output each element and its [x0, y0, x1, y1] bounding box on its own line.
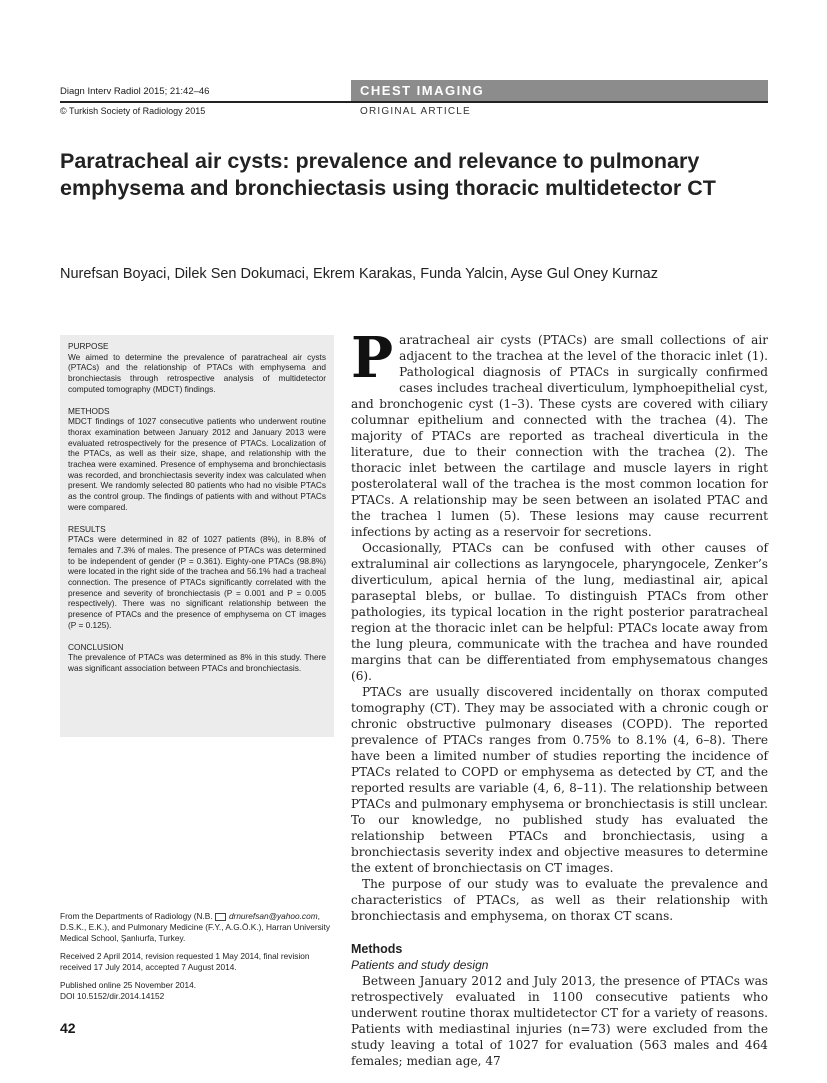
article-title: Paratracheal air cysts: prevalence and relevance to pulmonary emphysema and bronchiectasis using thoracic multidetector CT — [60, 149, 716, 200]
copyright-line: © Turkish Society of Radiology 2015 — [60, 106, 206, 116]
page-number: 42 — [60, 1020, 76, 1036]
paragraph-text: aratracheal air cysts (PTACs) are small collections of air adjacent to the trachea at the level of the thoracic inlet (1). Pathological diagnosis of PTACs in surgically confirmed cases includes tracheal diverticulum, lymphoepithelial cyst, and bronchogenic cyst (1–3). These cysts are covered with ciliary columnar epithelium and connected with the trachea (4). The majority of PTACs are reported as tracheal diverticula in the literature, due to their connection with the trachea (2). The thoracic inlet between the cartilage and muscle layers in right posterolateral wall of the trachea is the most common location for PTACs. A relationship may be seen between an isolated PTAC and the trachea l lumen (5). These lesions may cause recurrent infections by acting as a reservoir for secretions. — [351, 333, 768, 539]
abstract-box — [60, 335, 334, 737]
abstract-text: MDCT findings of 1027 consecutive patients who underwent routine thorax examination between January 2012 and January 2013 were evaluated retrospectively for the presence of PTACs. Localization of the PTACs, as well as their size, shape, and relationship with the trachea were examined. Presence of emphysema and bronchiectasis was recorded, and bronchiectasis severity index was calculated when present. We randomly selected 80 patients who had no visible PTACs as the control group. The findings of patients with and without PTACs were compared. — [68, 416, 326, 512]
envelope-icon — [215, 913, 226, 921]
drop-cap: P — [351, 325, 394, 391]
email-link[interactable]: drnurefsan@yahoo.com — [228, 911, 318, 921]
publication-info — [60, 980, 335, 1002]
received-dates: Received 2 April 2014, revision requested 1 May 2014, final revision received 17 July 2014, accepted 7 August 2014. — [60, 951, 310, 972]
abstract-text: We aimed to determine the prevalence of paratracheal air cysts (PTACs) and the relationship of PTACs with emphysema and bronchiectasis through retrospective analysis of multidetector computed tomography (MDCT) findings. — [68, 351, 326, 394]
abstract-heading: RESULTS — [68, 523, 106, 534]
abstract-methods — [68, 406, 326, 513]
doi: DOI 10.5152/dir.2014.14152 — [60, 991, 165, 1001]
article-type: ORIGINAL ARTICLE — [360, 106, 471, 117]
methods-heading: Methods — [351, 942, 403, 956]
abstract-text: PTACs were determined in 82 of 1027 patients (8%), in 8.8% of females and 7.3% of males. The presence of PTACs was determined to be independent of gender (P = 0.361). Eighty-one PTACs (98.8%) were located in the right side of the trachea and 56.1% had a tracheal connection. The presence of PTACs significantly correlated with the presence and severity of bronchiectasis (P = 0.001 and P = 0.005 respectively). There was no significant relationship between the presence of PTACs and the presence of emphysema on CT images (P = 0.125). — [68, 534, 326, 630]
abstract-heading: PURPOSE — [68, 341, 109, 351]
footnotes — [60, 911, 335, 1002]
abstract-heading: METHODS — [68, 405, 110, 416]
abstract-conclusion — [68, 642, 326, 674]
body-paragraph: PTACs are usually discovered incidentally on thorax computed tomography (CT). They may be associated with a chronic cough or chronic obstructive pulmonary diseases (COPD). The reported prevalence of PTACs ranges from 0.75% to 8.1% (4, 6–8). There have been a limited number of studies reporting the incidence of PTACs related to COPD or emphysema as detected by CT, and the reported results are variable (4, 6, 8–11). The relationship between PTACs and pulmonary emphysema or bronchiectasis is still unclear. To our knowledge, no published study has evaluated the relationship between PTACs and bronchiectasis, using a bronchiectasis severity index and objective measures to determine the extent of bronchiectasis on CT images. — [351, 685, 768, 875]
affiliation — [60, 911, 335, 944]
published-date: Published online 25 November 2014. — [60, 980, 197, 990]
intro-paragraph — [351, 325, 768, 540]
methods-subheading: Patients and study design — [351, 958, 489, 972]
abstract-results — [68, 524, 326, 631]
affiliation-text: From the Departments of Radiology (N.B. — [60, 911, 215, 921]
body-paragraph: The purpose of our study was to evaluate the prevalence and characteristics of PTACs, as well as their relationship with bronchiectasis and emphysema, on thorax CT scans. — [351, 877, 768, 923]
abstract-text: The prevalence of PTACs was determined as 8% in this study. There was significant association between PTACs and bronchiectasis. — [68, 652, 326, 673]
journal-citation: Diagn Interv Radiol 2015; 21:42–46 — [60, 86, 210, 97]
section-label: CHEST IMAGING — [351, 80, 768, 101]
abstract-purpose — [68, 341, 326, 395]
affiliation-text: , D.S.K., E.K.), and Pulmonary Medicine (F.Y., A.G.Ö.K.), Harran University Medical School, Şanlıurfa, Turkey. — [60, 911, 331, 943]
body-paragraph: Occasionally, PTACs can be confused with other causes of extraluminal air collections as laryngocele, pharyngocele, Zenker’s diverticulum, apical hernia of the lung, mediastinal air, apical paraseptal blebs, or bullae. To distinguish PTACs from other pathologies, its typical location in the right posterior paratracheal region at the thoracic inlet can be helpful: PTACs locate away from the lung pleura, communicate with the trachea and have rounded margins that can be differentiated from emphysematous changes (6). — [351, 541, 768, 683]
article-body — [351, 325, 768, 1069]
body-paragraph: Between January 2012 and July 2013, the presence of PTACs was retrospectively evaluated in 1100 consecutive patients who underwent routine thorax multidetector CT for a variety of reasons. Patients with mediastinal injuries (n=73) were excluded from the study leaving a total of 1027 for evaluation (563 males and 464 females; median age, 47 — [351, 974, 768, 1068]
header-divider — [60, 101, 768, 103]
author-list: Nurefsan Boyaci, Dilek Sen Dokumaci, Ekrem Karakas, Funda Yalcin, Ayse Gul Oney Kurnaz — [60, 266, 658, 282]
abstract-heading: CONCLUSION — [68, 641, 124, 652]
